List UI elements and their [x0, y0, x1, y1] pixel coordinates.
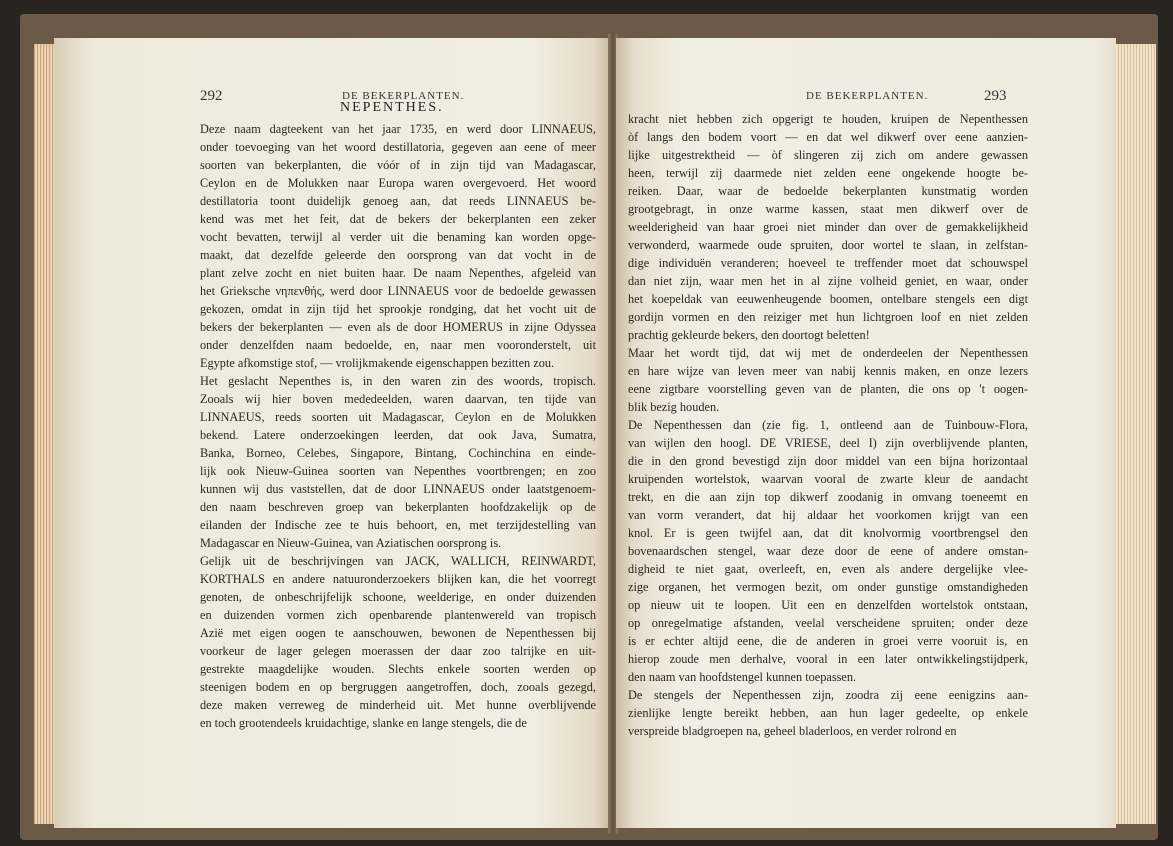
text-line: Ceylon en de Molukken naar Europa waren overgevoerd. Het woord	[200, 176, 596, 190]
text-line: voorkeur de lager gelegen moerassen der daar zoo talrijke en uit-	[200, 644, 596, 658]
text-line: blik bezig houden.	[628, 400, 720, 414]
text-line: zige organen, het vermogen bezit, om onder gunstige omstandigheden	[628, 580, 1028, 594]
text-line: den naam beschreven groep van bekerplanten hoofdzakelijk op de	[200, 500, 596, 514]
text-line: De Nepenthessen dan (zie fig. 1, ontleend aan de Tuinbouw-Flora,	[628, 418, 1028, 432]
text-line: en duizenden vormen zich openbarende plantenwereld van tropisch	[200, 608, 596, 622]
text-line: Madagascar en Nieuw-Guinea, van Aziatischen oorsprong is.	[200, 536, 502, 550]
text-line: Banka, Borneo, Celebes, Singapore, Bintang, Cochinchina en einde-	[200, 446, 596, 460]
text-line: op onregelmatige afstanden, veelal verscheidene spruiten; onder deze	[628, 616, 1028, 630]
left-page-number: 292	[200, 88, 223, 104]
text-line: hierop zoude men derhalve, vooral in een later ontwikkelingstijdperk,	[628, 652, 1028, 666]
text-line: KORTHALS en andere natuuronderzoekers blijken kan, die het voorregt	[200, 572, 596, 586]
text-line: heen, terwijl zij daarmede niet zelden eene ongekende hoogte be-	[628, 166, 1028, 180]
text-line: genoten, de onbeschrijfelijk schoone, weelderige, en onder duizenden	[200, 590, 596, 604]
text-line: en toch grootendeels kruidachtige, slanke en lange stengels, die de	[200, 716, 527, 730]
text-line: dige individuën veranderen; hoeveel te treffender moet dat schouwspel	[628, 256, 1028, 270]
text-line: van wijlen den hoogl. DE VRIESE, deel I) zijn overblijvende planten,	[628, 436, 1028, 450]
chapter-title: NEPENTHES.	[340, 100, 444, 115]
left-body-text	[200, 120, 596, 732]
text-line: Egypte afkomstige stof, — vrolijkmakende eigenschappen bezitten zou.	[200, 356, 555, 370]
left-running-head: DE BEKERPLANTEN.	[342, 90, 465, 102]
text-line: eene zigtbare voorstelling geven van de planten, die ons op 't oogen-	[628, 382, 1028, 396]
text-line: dan niet zijn, waar men het in al zijne volheid geniet, en waar, onder	[628, 274, 1028, 288]
text-line: gordijn vormen en den reiziger met hun lichtgroen loof en niet zelden	[628, 310, 1028, 324]
text-line: bovenaardschen stengel, waar deze door de eene of andere omstan-	[628, 544, 1028, 558]
text-line: bekers der bekerplanten — even als de door HOMERUS in zijne Odyssea	[200, 320, 596, 334]
text-line: reiken. Daar, waar de bedoelde bekerplanten kunstmatig worden	[628, 184, 1028, 198]
text-line: trekt, en die aan zijn top dikwerf zoodanig in omvang toeneemt en	[628, 490, 1028, 504]
text-line: kracht niet hebben zich opgerigt te houden, kruipen de Nepenthessen	[628, 112, 1028, 126]
text-line: prachtig gekleurde bekers, den doortogt beletten!	[628, 328, 870, 342]
text-line: is er echter altijd eene, die de anderen in groei verre vooruit is, en	[628, 634, 1028, 648]
text-line: òf langs den bodem voort — en dat wel dikwerf over eene aanzien-	[628, 130, 1028, 144]
text-line: verspreide bladgroepen na, geheel bladerloos, en verder rolrond en	[628, 724, 957, 738]
right-running-head: DE BEKERPLANTEN.	[806, 90, 929, 102]
text-line: lijk ook Nieuw-Guinea soorten van Nepenthes voortbrengen; en zoo	[200, 464, 596, 478]
text-line: op nieuw uit te loopen. Uit een en denzelfden wortelstok ontstaan,	[628, 598, 1028, 612]
left-page	[54, 38, 610, 828]
text-line: weelderigheid van haar groei niet minder dan over de gemakkelijkheid	[628, 220, 1028, 234]
text-line: knol. Er is geen twijfel aan, dat dit knolvormig voortbrengsel den	[628, 526, 1028, 540]
text-line: Deze naam dagteekent van het jaar 1735, en werd door LINNAEUS,	[200, 122, 596, 136]
text-line: Gelijk uit de beschrijvingen van JACK, WALLICH, REINWARDT,	[200, 554, 596, 568]
text-line: verwonderd, waarmede oude spruiten, door wortel te slaan, in zelfstan-	[628, 238, 1028, 252]
text-line: onder denzelfden naam bedoelde, en, naar men vooronderstelt, uit	[200, 338, 596, 352]
text-line: zienlijke lengte bereikt hebben, aan hun lager gedeelte, op enkele	[628, 706, 1028, 720]
right-page-number: 293	[984, 88, 1007, 104]
text-line: soorten van bekerplanten, die vóór of in zijn tijd van Madagascar,	[200, 158, 596, 172]
book-cover	[20, 14, 1158, 840]
right-page	[616, 38, 1116, 828]
text-line: het Grieksche νηπενθής, werd door LINNAEUS voor de bedoelde gewassen	[200, 284, 596, 298]
text-line: destillatoria toont duidelijk genoeg aan, dat reeds LINNAEUS be-	[200, 194, 596, 208]
page-edges-right	[1112, 44, 1156, 824]
text-line: kruipenden wortelstok, waarvan vooral de zwarte kleur de aandacht	[628, 472, 1028, 486]
text-line: kend was met het feit, dat de bekers der bekerplanten een zeker	[200, 212, 596, 226]
text-line: kunnen wij dus vaststellen, dat de door LINNAEUS onder laatstgenoem-	[200, 482, 596, 496]
text-line: bekend. Latere onderzoekingen leerden, dat ook Java, Sumatra,	[200, 428, 596, 442]
text-line: Maar het wordt tijd, dat wij met de onderdeelen der Nepenthessen	[628, 346, 1028, 360]
text-line: De stengels der Nepenthessen zijn, zoodra zij eene eenigzins aan-	[628, 688, 1028, 702]
text-line: onder toevoeging van het woord destillatoria, gegeven aan eene of meer	[200, 140, 596, 154]
text-line: steenigen bodem en op bergruggen aangetroffen, doch, zooals gezegd,	[200, 680, 596, 694]
text-line: deze maken verreweg de minderheid uit. Met hunne overblijvende	[200, 698, 596, 712]
text-line: LINNAEUS, reeds soorten uit Madagascar, Ceylon en de Molukken	[200, 410, 596, 424]
text-line: van vorm verandert, dat hij aldaar het voorkomen krijgt van een	[628, 508, 1028, 522]
text-line: het koepeldak van eeuwenheugende boomen, ontelbare stengels een digt	[628, 292, 1028, 306]
text-line: den naam van hoofdstengel kunnen toepassen.	[628, 670, 857, 684]
text-line: grootgebragt, in onze warme kassen, staat men dikwerf over de	[628, 202, 1028, 216]
right-body-text	[628, 110, 1028, 740]
text-line: Het geslacht Nepenthes is, in den waren zin des woords, tropisch.	[200, 374, 596, 388]
text-line: en hare wijze van leven meer van nabij kennis maken, en onze lezers	[628, 364, 1028, 378]
text-line: plant zelve zocht en niet buiten haar. De naam Nepenthes, afgeleid van	[200, 266, 596, 280]
text-line: maakt, dat dezelfde geleerde den oorsprong van dat vocht in de	[200, 248, 596, 262]
text-line: vocht bevatten, terwijl al verder uit die benaming kan worden opge-	[200, 230, 596, 244]
text-line: Zooals wij hier boven mededeelden, waren daarvan, ten tijde van	[200, 392, 596, 406]
text-line: lijke uitgestrektheid — òf slingeren zij zich om andere gewassen	[628, 148, 1028, 162]
text-line: gestrekte maagdelijke wouden. Slechts enkele soorten werden op	[200, 662, 596, 676]
text-line: die in den grond bevestigd zijn door middel van een bijna horizontaal	[628, 454, 1028, 468]
text-line: digheid te niet gaat, overleeft, en, even als andere dergelijke vlee-	[628, 562, 1028, 576]
text-line: Azië met eigen oogen te aanschouwen, bewonen de Nepenthessen bij	[200, 626, 596, 640]
text-line: gekozen, omdat in zijn tijd het sprookje rondging, dat het vocht uit de	[200, 302, 596, 316]
text-line: eilanden der Indische zee te huis behoort, en, met terzijdestelling van	[200, 518, 596, 532]
